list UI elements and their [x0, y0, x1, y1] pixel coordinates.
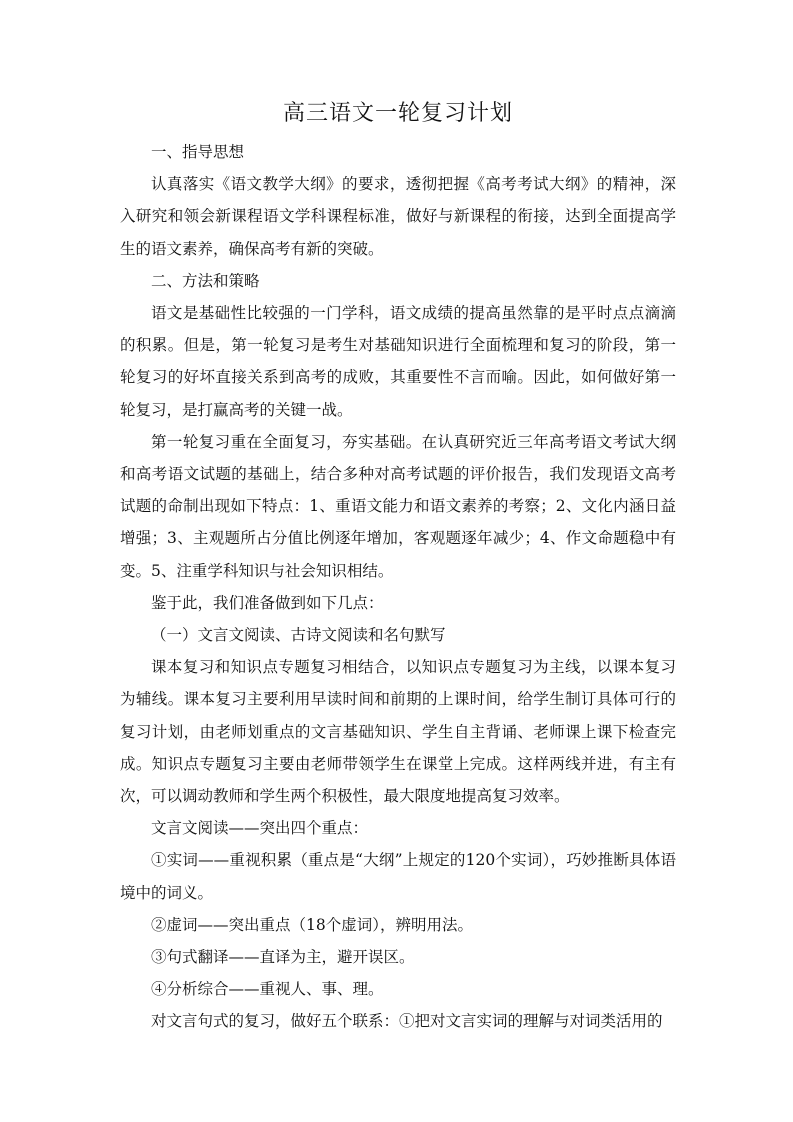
subsection-heading-classical-reading: （一）文言文阅读、古诗文阅读和名句默写 — [151, 626, 446, 645]
paragraph: 认真落实《语文教学大纲》的要求，透彻把握《高考考试大纲》的精神，深入研究和领会新课程语文学科课程标准，做好与新课程的衔接，达到全面提高学生的语文素养，确保高考有新的突破。 — [120, 175, 676, 258]
list-item: ④分析综合——重视人、事、理。 — [151, 980, 384, 999]
paragraph: 语文是基础性比较强的一门学科，语文成绩的提高虽然靠的是平时点点滴滴的积累。但是，第一轮复习是考生对基础知识进行全面梳理和复习的阶段，第一轮复习的好坏直接关系到高考的成败，其重要性不言而喻。因此，如何做好第一轮复习，是打赢高考的关键一战。 — [120, 304, 676, 419]
paragraph: 鉴于此，我们准备做到如下几点： — [151, 593, 384, 612]
section-heading-guiding-ideology: 一、指导思想 — [151, 143, 245, 161]
paragraph: 第一轮复习重在全面复习，夯实基础。在认真研究近三年高考语文考试大纲和高考语文试题的基础上，结合多种对高考试题的评价报告，我们发现语文高考试题的命制出现如下特点：1、重语文能力和语文素养的考察；2、文化内涵日益增强；3、主观题所占分值比例逐年增加，客观题逐年减少；4、作文命题稳中有变。5、注重学科知识与社会知识相结。 — [120, 432, 676, 580]
list-item: ②虚词——突出重点（18个虚词），辨明用法。 — [151, 915, 473, 934]
list-item: ③句式翻译——直译为主，避开误区。 — [151, 948, 415, 967]
document-title: 高三语文一轮复习计划 — [282, 101, 513, 126]
paragraph: 课本复习和知识点专题复习相结合，以知识点专题复习为主线，以课本复习为辅线。课本复习主要利用早读时间和前期的上课时间，给学生制订具体可行的复习计划，由老师划重点的文言基础知识、学生自主背诵、老师课上课下检查完成。知识点专题复习主要由老师带领学生在课堂上完成。这样两线并进，有主有次，可以调动教师和学生两个积极性，最大限度地提高复习效率。 — [120, 658, 676, 806]
paragraph: 文言文阅读——突出四个重点： — [151, 819, 369, 838]
list-item: ①实词——重视积累（重点是“大纲”上规定的120个实词），巧妙推断具体语境中的词义。 — [120, 851, 676, 902]
paragraph: 对文言句式的复习，做好五个联系：①把对文言实词的理解与对词类活用的 — [151, 1012, 663, 1031]
section-heading-methods: 二、方法和策略 — [151, 271, 260, 290]
document-body — [120, 96, 676, 1038]
